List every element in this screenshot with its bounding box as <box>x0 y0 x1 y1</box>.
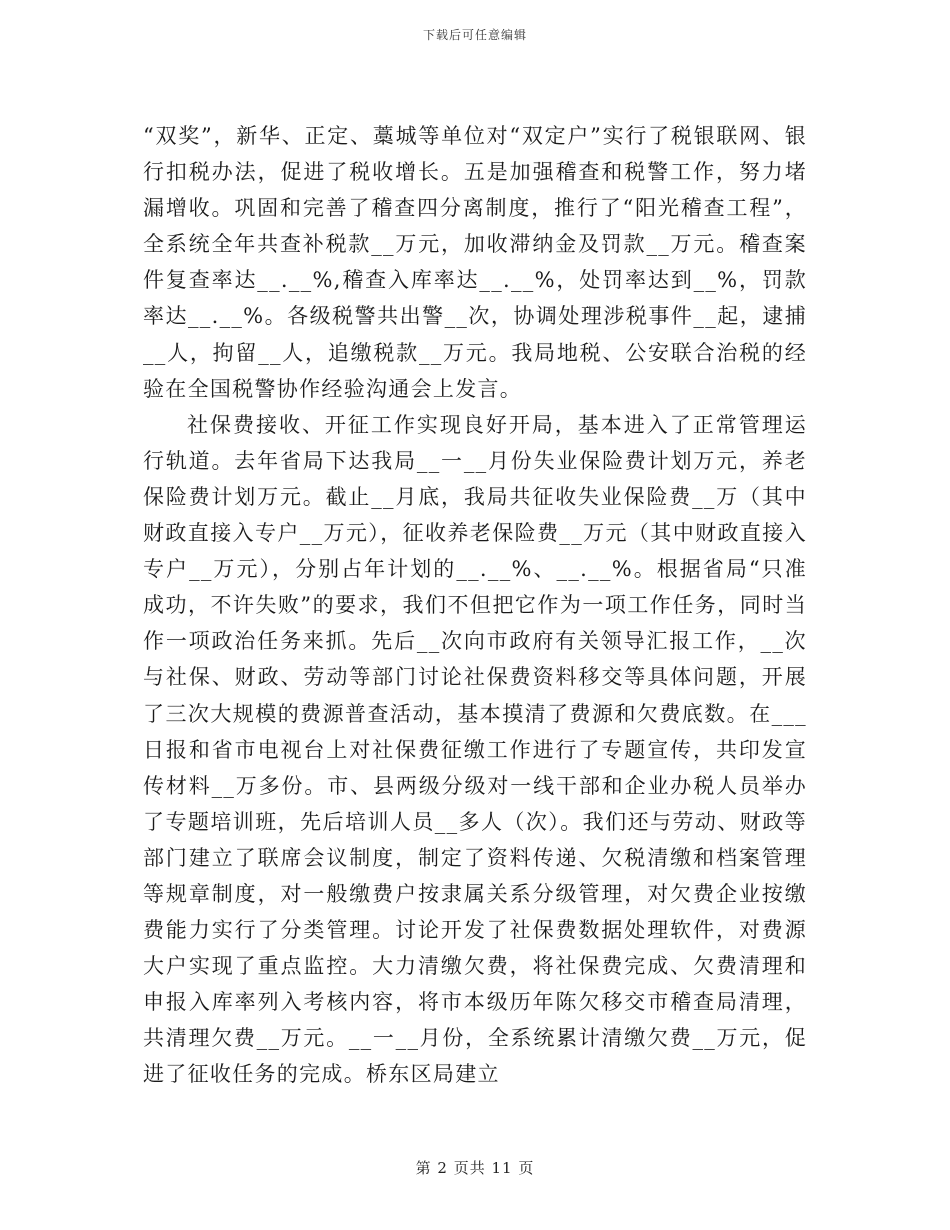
page-header: 下载后可任意编辑 <box>422 28 527 42</box>
paragraph-2: 社保费接收、开征工作实现良好开局，基本进入了正常管理运行轨道。去年省局下达我局__一__月份失业保险费计划万元，养老保险费计划万元。截止__月底，我局共征收失业保险费__万（其中财政直接入专户__万元），征收养老保险费__万元（其中财政直接入专户__万元），分别占年计划的__.__%、__.__%。根据省局“只准成功，不许失败”的要求，我们不但把它作为一项工作任务，同时当作一项政治任务来抓。先后__次向市政府有关领导汇报工作，__次与社保、财政、劳动等部门讨论社保费资料移交等具体问题，开展了三次大规模的费源普查活动，基本摸清了费源和欠费底数。在___日报和省市电视台上对社保费征缴工作进行了专题宣传，共印发宣传材料__万多份。市、县两级分级对一线干部和企业办税人员举办了专题培训班，先后培训人员__多人（次）。我们还与劳动、财政等部门建立了联席会议制度，制定了资料传递、欠税清缴和档案管理等规章制度，对一般缴费户按隶属关系分级管理，对欠费企业按缴费能力实行了分类管理。讨论开发了社保费数据处理软件，对费源大户实现了重点监控。大力清缴欠费，将社保费完成、欠费清理和申报入库率列入考核内容，将市本级历年陈欠移交市稽查局清理，共清理欠费__万元。__一__月份，全系统累计清缴欠费__万元，促进了征收任务的完成。桥东区局建立 <box>143 412 807 1087</box>
page-number: 第 2 页共 11 页 <box>415 1159 535 1177</box>
document-body <box>143 118 807 1093</box>
paragraph-1: “双奖”，新华、正定、藁城等单位对“双定户”实行了税银联网、银行扣税办法，促进了税收增长。五是加强稽查和税警工作，努力堵漏增收。巩固和完善了稽查四分离制度，推行了“阳光稽查工程”，全系统全年共查补税款__万元，加收滞纳金及罚款__万元。稽查案件复查率达__.__%,稽查入库率达__.__%，处罚率达到__%，罚款率达__.__%。各级税警共出警__次，协调处理涉税事件__起，逮捕__人，拘留__人，追缴税款__万元。我局地税、公安联合治税的经验在全国税警协作经验沟通会上发言。 <box>143 124 807 401</box>
